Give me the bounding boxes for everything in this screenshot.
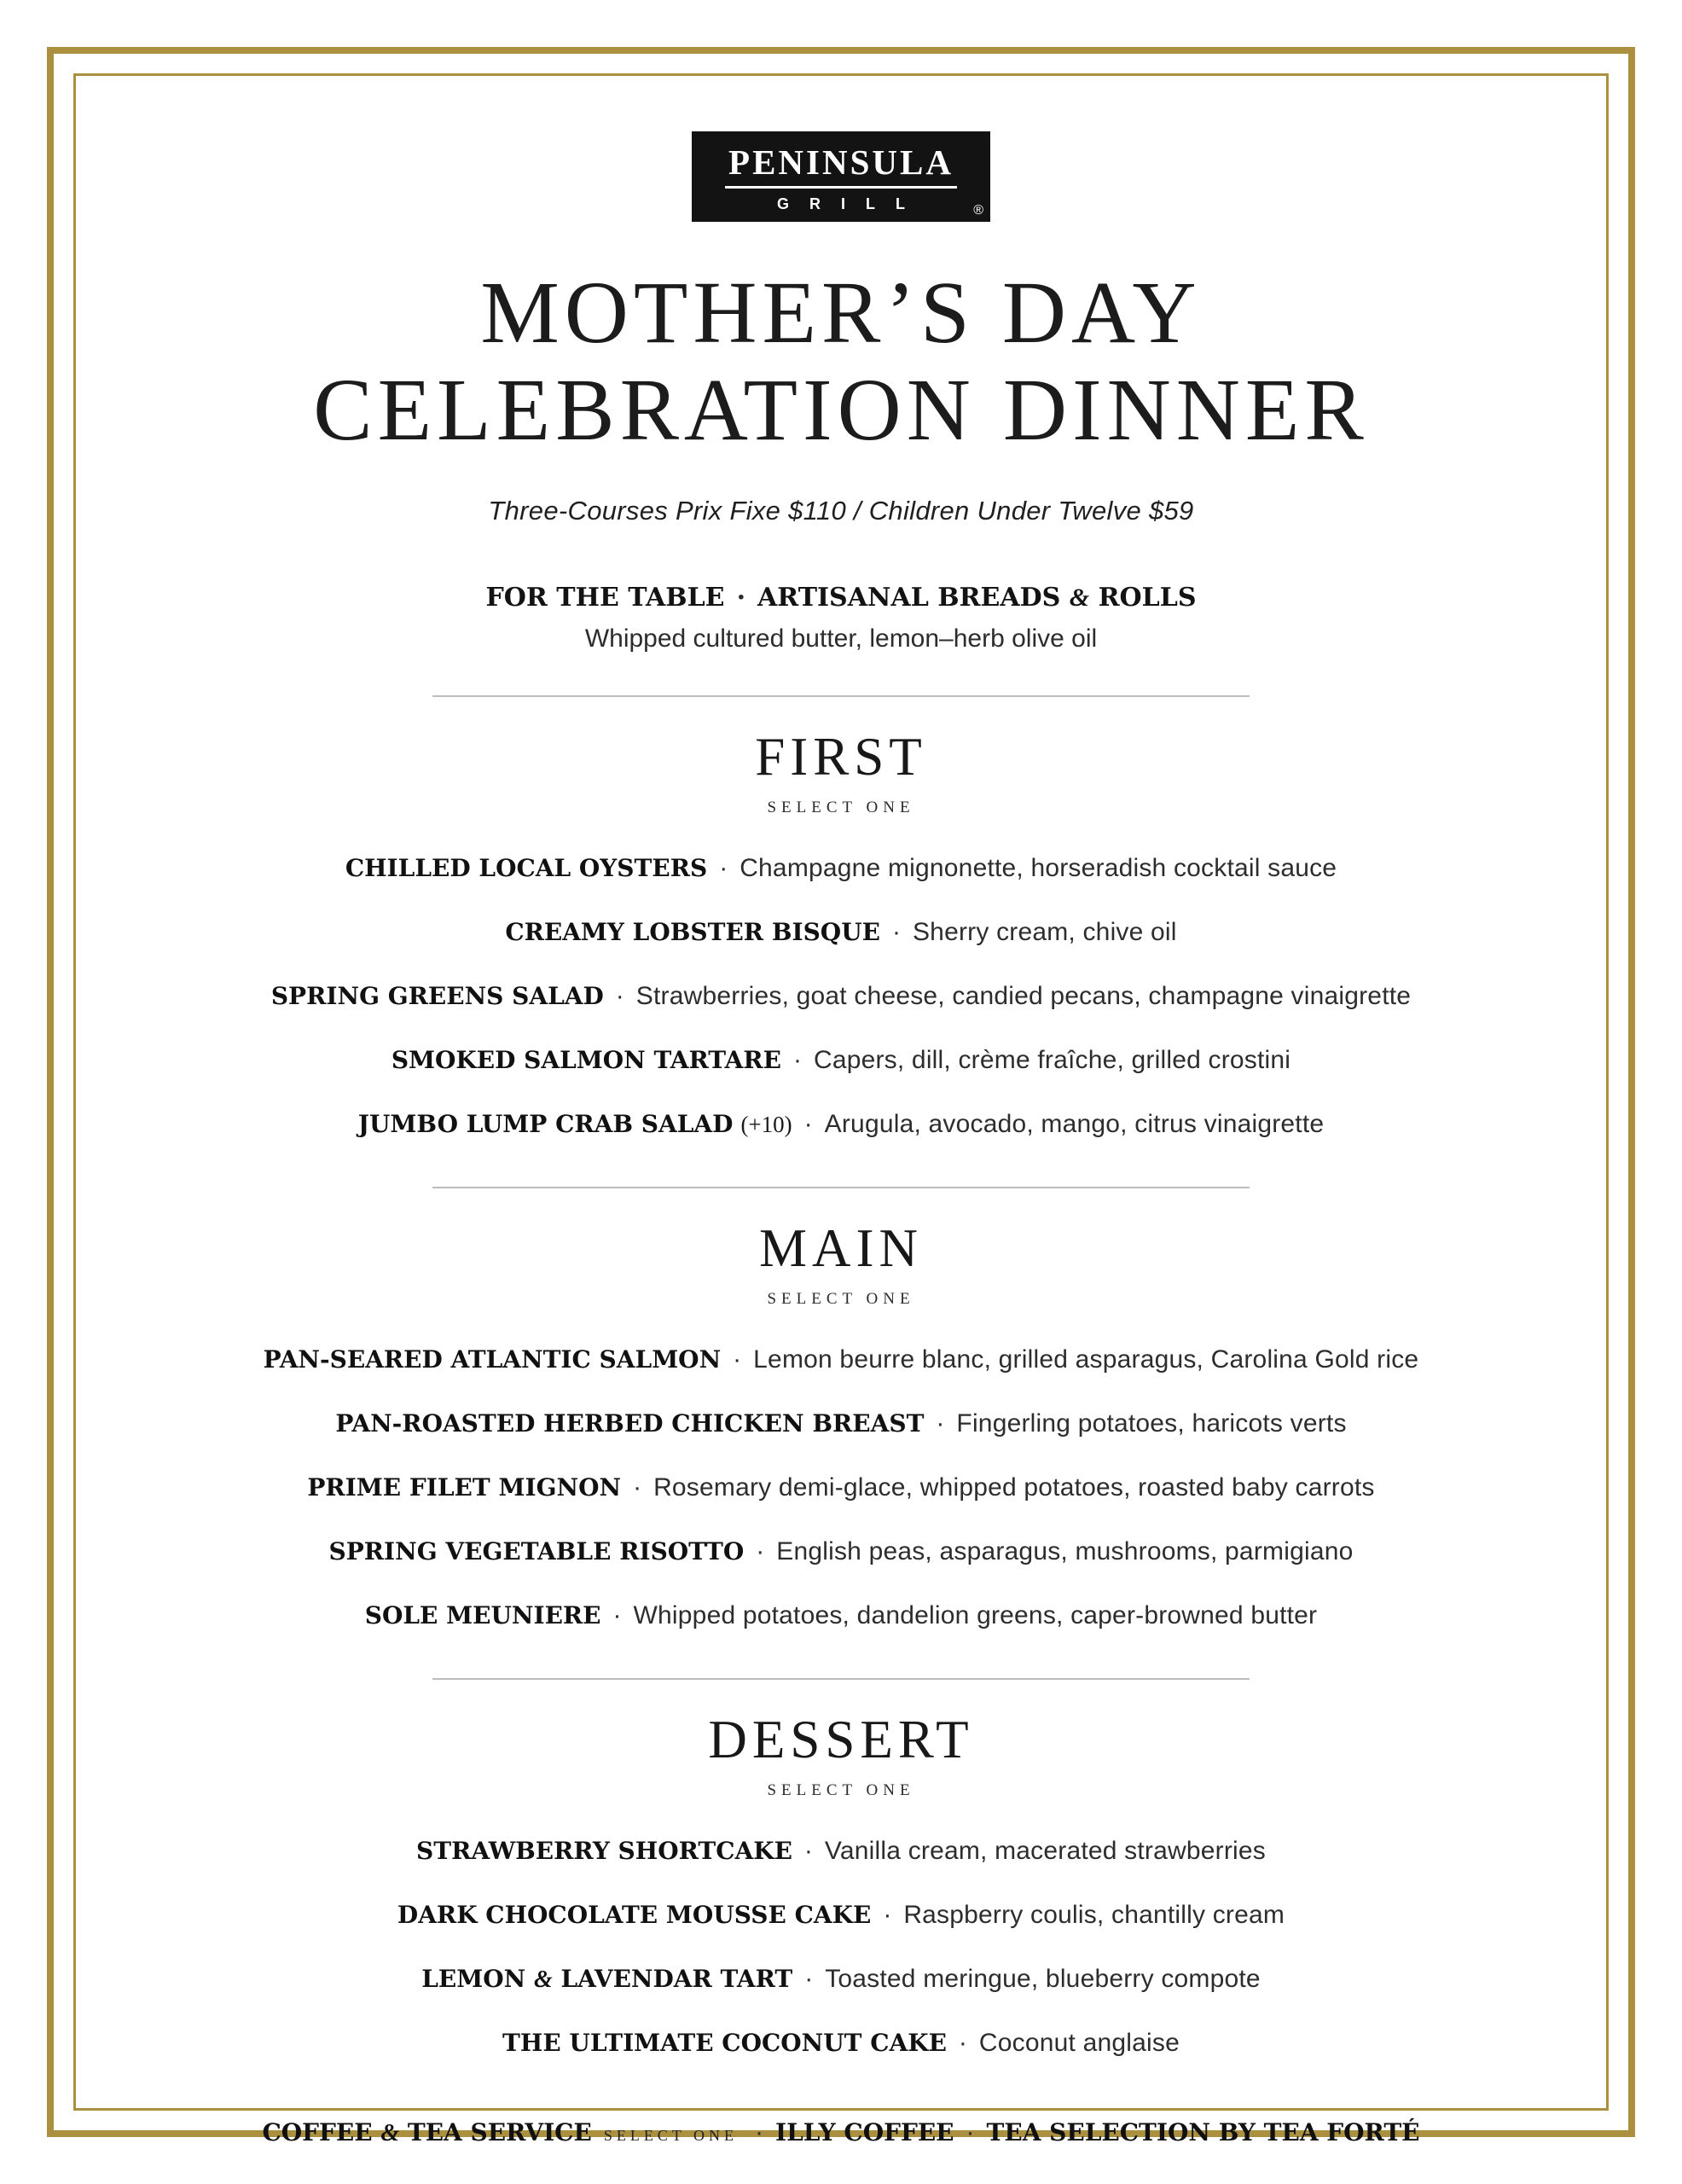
menu-item xyxy=(77,1962,1605,2001)
menu-item xyxy=(77,851,1605,890)
coffee-tea-select-one: SELECT ONE xyxy=(603,2126,738,2144)
separator-dot: · xyxy=(803,1109,813,1138)
separator-dot: · xyxy=(966,2117,975,2146)
section-heading-dessert: DESSERT xyxy=(708,1709,974,1769)
item-description: Arugula, avocado, mango, citrus vinaigrette xyxy=(824,1109,1325,1138)
page-title xyxy=(77,264,1605,460)
item-name: PAN-SEARED ATLANTIC SALMON xyxy=(263,1345,722,1374)
section-heading-main: MAIN xyxy=(759,1217,923,1278)
item-name: SOLE MEUNIERE xyxy=(364,1600,601,1629)
separator-dot: · xyxy=(612,1600,622,1629)
page-title-line1: MOTHER’S DAY xyxy=(480,264,1202,362)
coffee-option: ILLY COFFEE xyxy=(774,2117,954,2146)
item-name: SMOKED SALMON TARTARE xyxy=(391,1045,781,1074)
item-description: Coconut anglaise xyxy=(978,2028,1180,2057)
coffee-tea-label: COFFEE & TEA SERVICE xyxy=(262,2117,592,2146)
item-description: Capers, dill, crème fraîche, grilled crostini xyxy=(813,1045,1291,1074)
separator-dot: · xyxy=(615,981,624,1010)
section-divider xyxy=(432,1678,1250,1680)
item-name: JUMBO LUMP CRAB SALAD xyxy=(357,1109,734,1138)
separator-dot: · xyxy=(792,1045,802,1074)
item-name: CHILLED LOCAL OYSTERS xyxy=(345,853,708,882)
tea-option: TEA SELECTION BY TEA FORTÉ xyxy=(986,2117,1420,2146)
separator-dot: · xyxy=(958,2028,967,2057)
item-description: Strawberries, goat cheese, candied pecans, champagne vinaigrette xyxy=(635,981,1412,1010)
separator-dot: · xyxy=(754,2117,763,2146)
registered-trademark-icon: ® xyxy=(973,203,983,218)
first-items xyxy=(77,851,1605,1146)
for-the-table-description: Whipped cultured butter, lemon–herb olive oil xyxy=(584,624,1098,653)
item-description: Lemon beurre blanc, grilled asparagus, Carolina Gold rice xyxy=(753,1345,1419,1374)
separator-dot: · xyxy=(803,1836,813,1865)
menu-item xyxy=(77,1407,1605,1445)
item-name: SPRING GREENS SALAD xyxy=(270,981,604,1010)
separator-dot: · xyxy=(733,1345,742,1374)
menu-item xyxy=(77,1471,1605,1509)
menu-item xyxy=(77,1043,1605,1082)
menu-item xyxy=(77,915,1605,954)
logo-peninsula-text: PENINSULA xyxy=(725,145,957,189)
item-name: LEMON & LAVENDAR TART xyxy=(421,1964,793,1993)
for-the-table-heading xyxy=(77,583,1605,613)
item-description: Vanilla cream, macerated strawberries xyxy=(824,1836,1266,1865)
item-description: Fingerling potatoes, haricots verts xyxy=(956,1409,1347,1438)
item-name: DARK CHOCOLATE MOUSSE CAKE xyxy=(397,1900,872,1929)
item-description: Rosemary demi-glace, whipped potatoes, roasted baby carrots xyxy=(653,1472,1375,1502)
menu-item xyxy=(77,979,1605,1018)
item-name: PRIME FILET MIGNON xyxy=(307,1472,622,1502)
item-description: Raspberry coulis, chantilly cream xyxy=(903,1900,1285,1929)
select-one-label: SELECT ONE xyxy=(767,1780,915,1799)
main-items xyxy=(77,1343,1605,1637)
section-divider xyxy=(432,1187,1250,1188)
select-one-label: SELECT ONE xyxy=(767,1289,915,1308)
for-the-table-item: ARTISANAL BREADS & ROLLS xyxy=(757,582,1197,613)
separator-dot: · xyxy=(719,853,728,882)
coffee-tea-service-line xyxy=(77,2116,1605,2154)
dessert-items xyxy=(77,1834,1605,2065)
separator-dot: · xyxy=(804,1964,814,1993)
separator-dot: · xyxy=(891,917,901,946)
menu-item xyxy=(77,1343,1605,1381)
select-one-label: SELECT ONE xyxy=(767,798,915,816)
separator-dot: · xyxy=(883,1900,892,1929)
page-title-line2: CELEBRATION DINNER xyxy=(313,361,1369,460)
menu-content xyxy=(77,77,1605,2154)
item-name: CREAMY LOBSTER BISQUE xyxy=(505,917,880,946)
menu-item xyxy=(77,2026,1605,2065)
separator-dot: · xyxy=(756,1536,765,1565)
item-description: English peas, asparagus, mushrooms, parmigiano xyxy=(776,1536,1354,1565)
prix-fixe-subtitle: Three-Courses Prix Fixe $110 / Children Under Twelve $59 xyxy=(488,495,1194,526)
item-name: THE ULTIMATE COCONUT CAKE xyxy=(502,2028,947,2057)
section-divider xyxy=(432,695,1250,697)
item-note: (+10) xyxy=(740,1111,792,1137)
menu-item xyxy=(77,1834,1605,1873)
menu-item xyxy=(77,1535,1605,1573)
item-name: SPRING VEGETABLE RISOTTO xyxy=(328,1536,745,1565)
menu-item xyxy=(77,1898,1605,1937)
menu-item xyxy=(77,1599,1605,1637)
separator-dot: · xyxy=(633,1472,642,1502)
for-the-table-label: FOR THE TABLE xyxy=(485,582,725,613)
menu-item xyxy=(77,1107,1605,1146)
logo-grill-text: GRILL xyxy=(777,195,925,212)
item-description: Whipped potatoes, dandelion greens, caper-browned butter xyxy=(633,1600,1318,1629)
item-name: PAN-ROASTED HERBED CHICKEN BREAST xyxy=(335,1409,925,1438)
separator-dot: · xyxy=(936,1409,945,1438)
item-description: Toasted meringue, blueberry compote xyxy=(825,1964,1261,1993)
item-description: Champagne mignonette, horseradish cocktail sauce xyxy=(740,853,1337,882)
restaurant-logo xyxy=(692,131,990,222)
item-name: STRAWBERRY SHORTCAKE xyxy=(416,1836,792,1865)
item-description: Sherry cream, chive oil xyxy=(912,917,1177,946)
separator-dot: · xyxy=(736,582,746,613)
section-heading-first: FIRST xyxy=(755,726,927,787)
